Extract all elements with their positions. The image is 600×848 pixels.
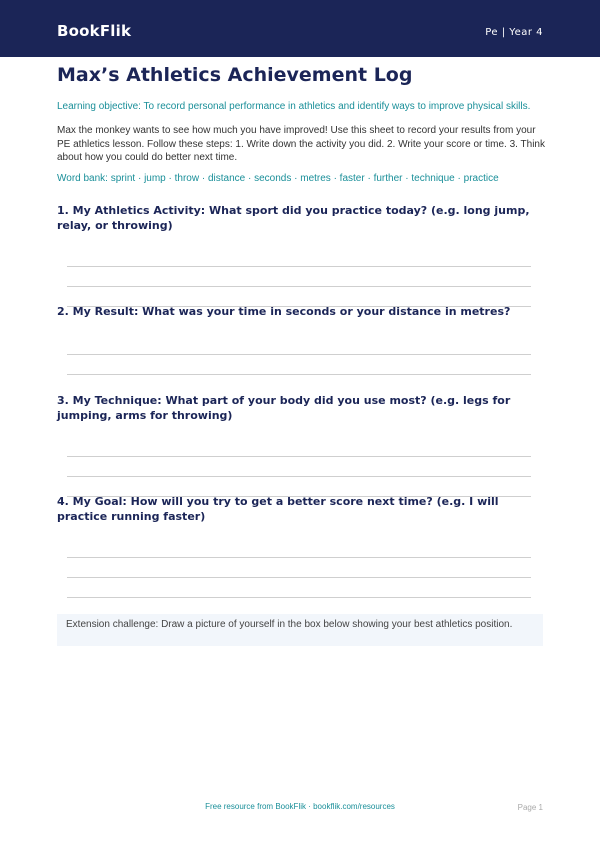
question-2: 2. My Result: What was your time in seconds or your distance in metres? [57,305,511,318]
answer-line[interactable] [67,476,531,477]
intro-text: Max the monkey wants to see how much you have improved! Use this sheet to record your results from your PE athletics lesson. Follow these steps: 1. Write down the activity you did. 2. Write your score or time. 3. Think about how you could do better next time. [57,125,545,163]
learning-objective: Learning objective: To record personal performance in athletics and identify ways to improve physical skills. [57,101,531,112]
word-bank: Word bank: sprint · jump · throw · distance · seconds · metres · faster · further · technique · practice [57,173,499,184]
footer-credit: Free resource from BookFlik · bookflik.com/resources [205,802,395,811]
subject-year-label: Pe | Year 4 [485,27,543,38]
page-title: Max’s Athletics Achievement Log [57,64,413,86]
question-1: 1. My Athletics Activity: What sport did you practice today? (e.g. long jump, relay, or throwing) [57,204,530,232]
answer-line[interactable] [67,266,531,267]
answer-line[interactable] [67,597,531,598]
answer-line[interactable] [67,374,531,375]
page-header [0,0,600,57]
answer-line[interactable] [67,456,531,457]
answer-line[interactable] [67,577,531,578]
brand-logo: BookFlik [57,22,132,40]
answer-line[interactable] [67,354,531,355]
extension-challenge: Extension challenge: Draw a picture of yourself in the box below showing your best athletics position. [66,619,513,630]
page-number: Page 1 [517,803,543,812]
question-4: 4. My Goal: How will you try to get a better score next time? (e.g. I will practice running faster) [57,495,499,523]
question-3: 3. My Technique: What part of your body did you use most? (e.g. legs for jumping, arms for throwing) [57,394,511,422]
answer-line[interactable] [67,557,531,558]
answer-line[interactable] [67,286,531,287]
extension-box[interactable] [57,614,543,646]
